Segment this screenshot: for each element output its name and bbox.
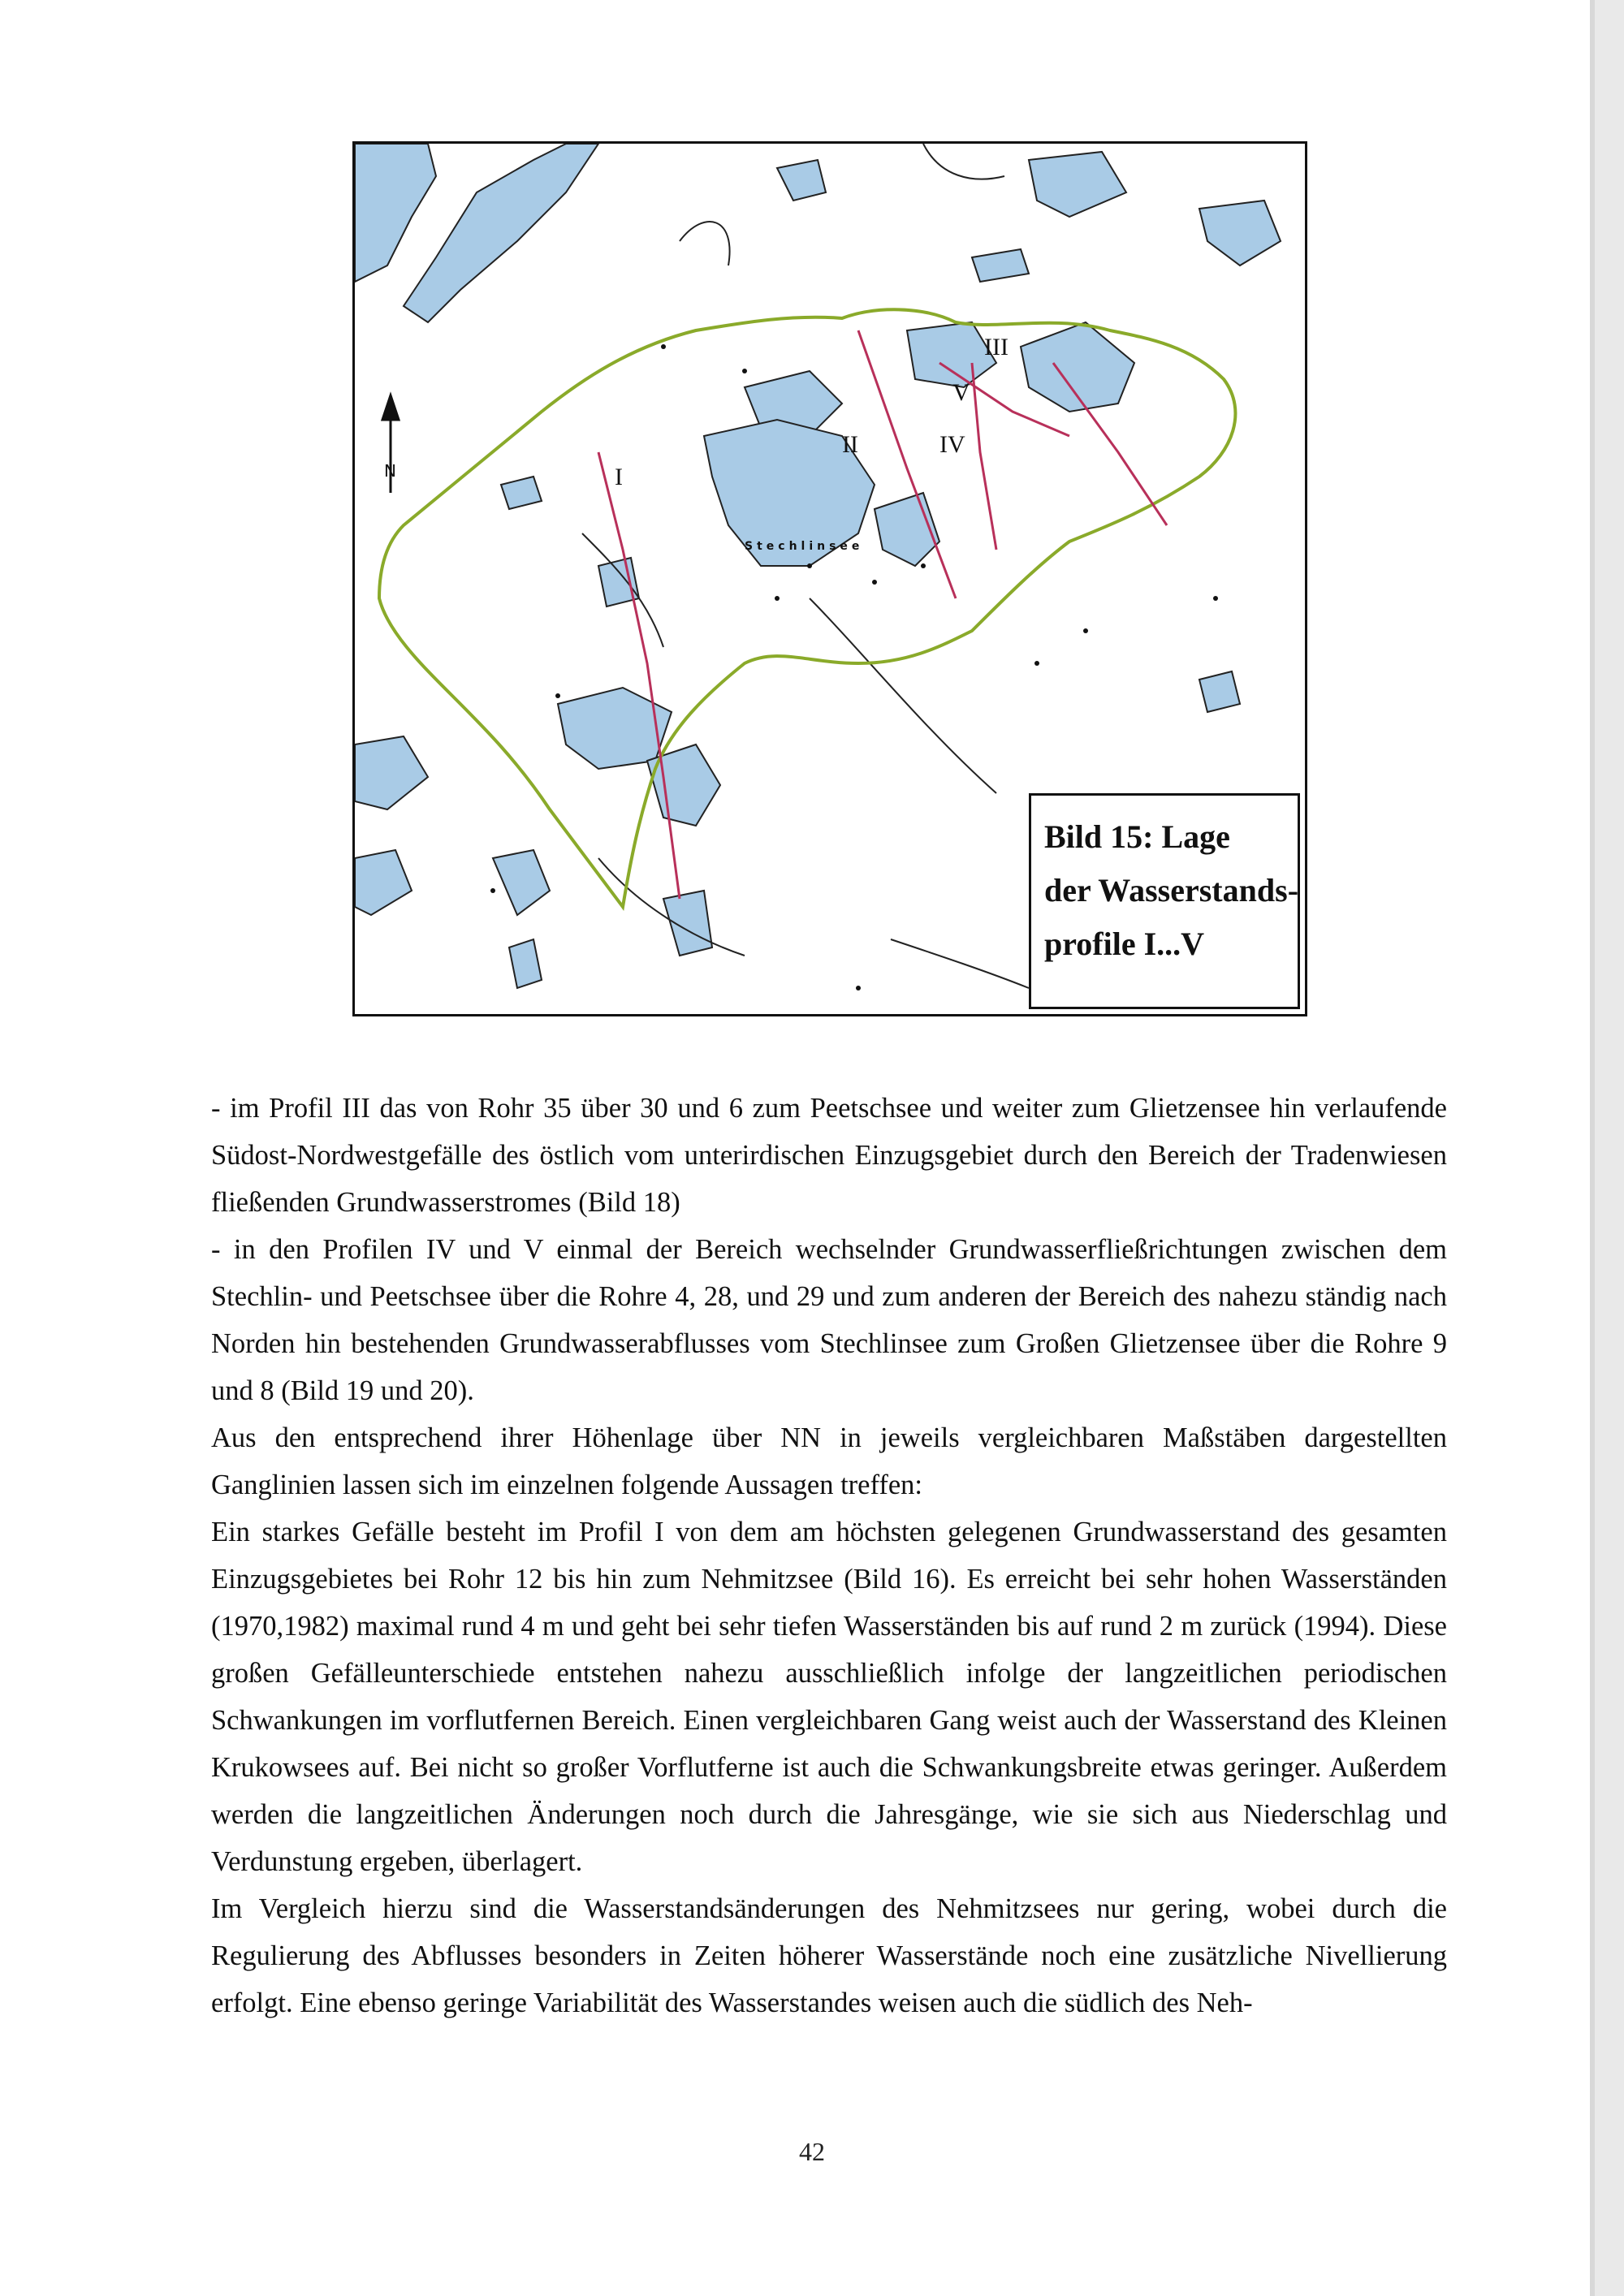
- lake-shape: [355, 736, 428, 809]
- caption-line: profile I...V: [1044, 926, 1205, 962]
- paragraph: - in den Profilen IV und V einmal der Bereich wechselnder Grundwasserfließrichtungen zwischen dem Stechlin- und Peetschsee über die Rohre 4, 28, und 29 und zum anderen der Bereich des nahezu ständig nach Norden hin bestehenden Grundwasserabflusses vom Stechlinsee zum Großen Glietzensee über die Rohre 9 und 8 (Bild 19 und 20).: [211, 1234, 1447, 1406]
- stream-line: [680, 222, 730, 265]
- svg-text:N: N: [384, 461, 396, 481]
- paragraph: Ein starkes Gefälle besteht im Profil I von dem am höchsten gelegenen Grundwasserstand des gesamten Einzugsgebietes bei Rohr 12 bis hin zum Nehmitzsee (Bild 16). Es erreicht bei sehr hohen Wasserständen (1970,1982) maximal rund 4 m und geht bei sehr tiefen Wasserständen bis auf rund 2 m zurück (1994). Diese großen Gefälleunterschiede entstehen nahezu ausschließlich infolge der langzeitlichen periodischen Schwankungen im vorflutfernen Bereich. Einen vergleichbaren Gang weist auch der Wasserstand des Kleinen Krukowsees auf. Bei nicht so großer Vorflutferne ist auch die Schwankungsbreite etwas geringer. Außerdem werden die langzeitlichen Änderungen noch durch die Jahresgänge, wie sie sich aus Niederschlag und Verdunstung ergeben, überlagert.: [211, 1517, 1447, 1877]
- stream-line: [923, 144, 1004, 179]
- body-text: [211, 1085, 1447, 2026]
- profile-label-2: II: [842, 431, 858, 458]
- lake-shape: [493, 850, 550, 915]
- figure-caption: [1029, 793, 1300, 1009]
- lake-label-stechlinsee: Stechlinsee: [745, 540, 864, 553]
- paragraph: Im Vergleich hierzu sind die Wasserstandsänderungen des Nehmitzsees nur gering, wobei durch die Regulierung des Abflusses besonders in Zeiten höherer Wasserstände noch eine zusätzliche Nivellierung erfolgt. Eine ebenso geringe Variabilität des Wasserstandes weisen auch die südlich des Neh-: [211, 1893, 1447, 2018]
- lake-shape: [501, 477, 542, 509]
- profile-label-5: V: [952, 379, 970, 406]
- lake-shape: [663, 891, 712, 956]
- lake-shape: [558, 688, 672, 769]
- stream-line: [810, 598, 996, 793]
- map-figure: [352, 141, 1307, 1016]
- lake-shape: [1199, 671, 1240, 712]
- caption-line: der Wasserstands-: [1044, 872, 1299, 908]
- lake-shape: [509, 939, 542, 988]
- profile-label-3: III: [984, 334, 1009, 360]
- profile-line: [972, 363, 996, 550]
- lake-shape: [355, 850, 412, 915]
- north-arrow-icon: [382, 395, 399, 493]
- lake-shape: [1029, 152, 1126, 217]
- lake-shape: [907, 322, 996, 387]
- lake-shape: [1199, 201, 1281, 265]
- lake-shape: [355, 144, 436, 282]
- lake-shape: [777, 160, 826, 201]
- paragraph: - im Profil III das von Rohr 35 über 30 und 6 zum Peetschsee und weiter zum Glietzensee hin verlaufende Südost-Nordwestgefälle des östlich vom unterirdischen Einzugsgebiet durch den Bereich der Tradenwiesen fließenden Grundwasserstromes (Bild 18): [211, 1093, 1447, 1218]
- lake-shape: [647, 744, 720, 826]
- caption-line: Bild 15: Lage: [1044, 818, 1230, 855]
- profile-label-1: I: [615, 464, 623, 490]
- profile-label-4: IV: [939, 431, 965, 458]
- page-number: 42: [799, 2137, 825, 2166]
- lake-shape: [972, 249, 1029, 282]
- stream-line: [891, 939, 1029, 988]
- paragraph: Aus den entsprechend ihrer Höhenlage über NN in jeweils vergleichbaren Maßstäben dargestellten Ganglinien lassen sich im einzelnen folgende Aussagen treffen:: [211, 1422, 1447, 1500]
